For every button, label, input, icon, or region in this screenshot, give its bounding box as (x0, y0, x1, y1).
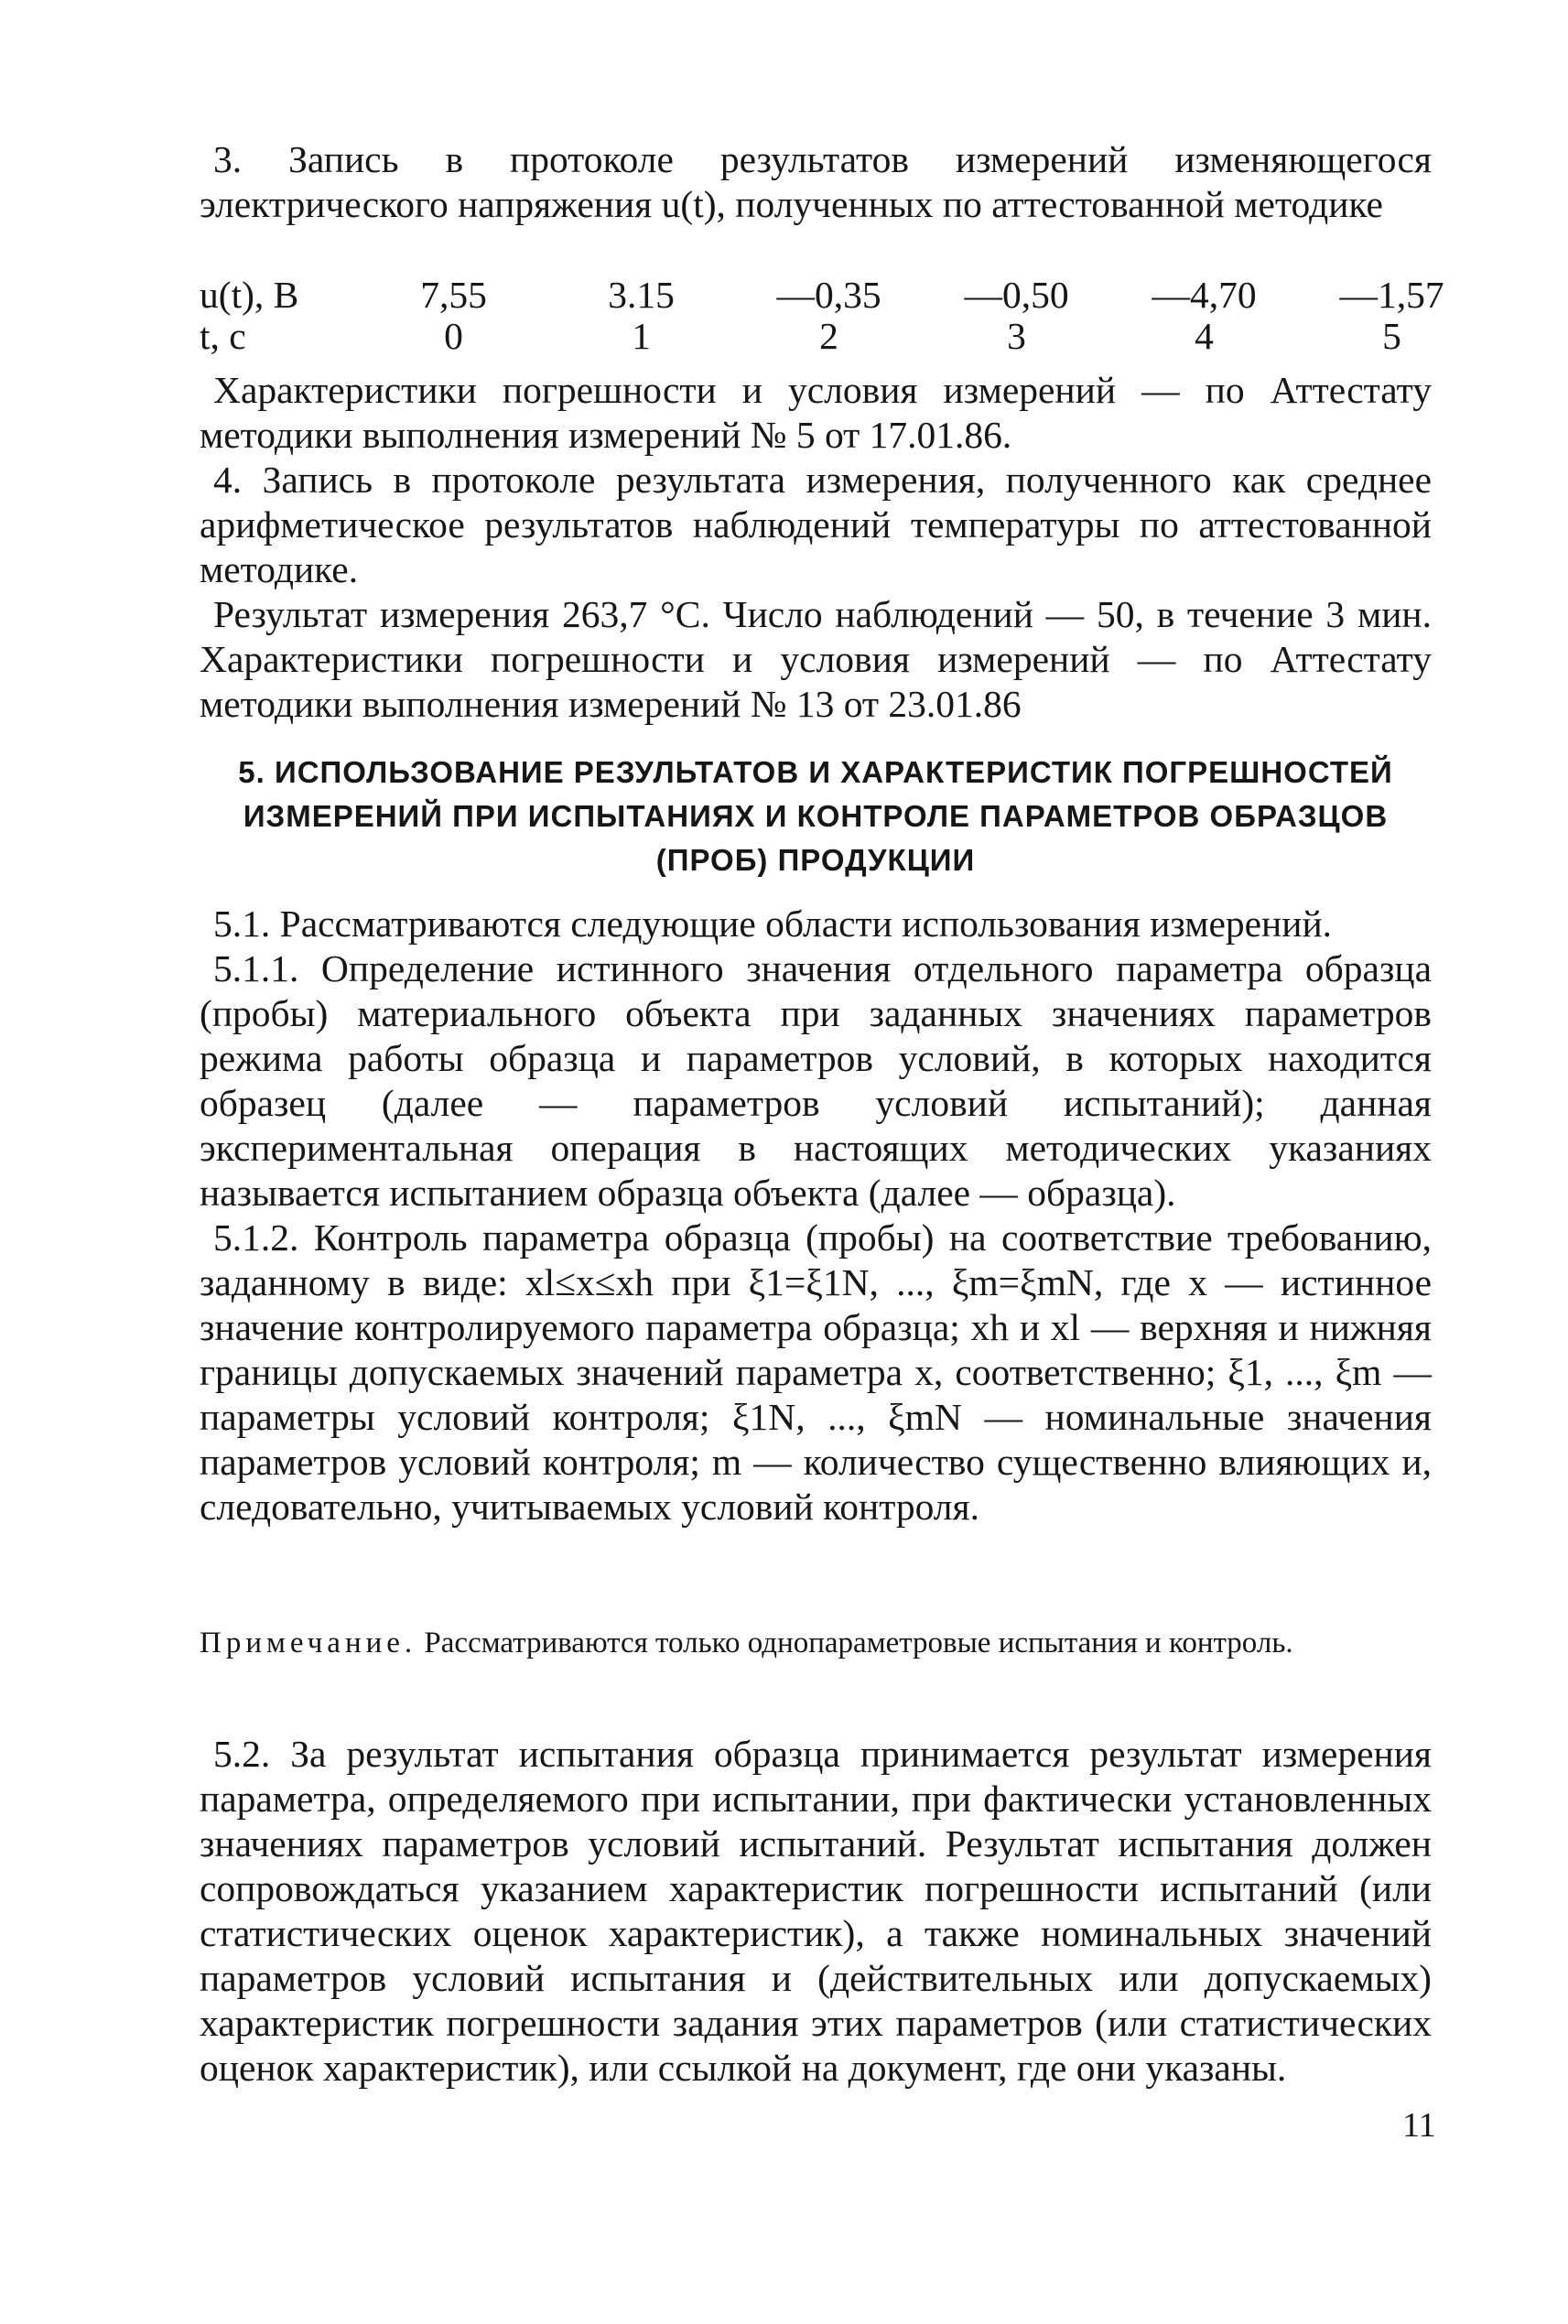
section-4-result: Результат измерения 263,7 °С. Число наблюдений — 50, в течение 3 мин. Характеристики погрешности и условия измерений — по Аттестату методики выполнения измерений № 13 от 23.01.86 (200, 593, 1432, 725)
table-cell: 3 (1007, 315, 1026, 357)
paragraph-5-1-1: 5.1.1. Определение истинного значения отдельного параметра образца (пробы) материального объекта при заданных значениях параметров режима работы образца и параметров условий, в которых находится образец (далее — параметров условий испытаний); данная экспериментальная операция в настоящих методических указаниях называется испытанием образца объекта (далее — образца). (200, 947, 1432, 1214)
paragraph-5-2: 5.2. За результат испытания образца принимается результат измерения параметра, определяемого при испытании, при фактически установленных значениях параметров условий испытаний. Результат испытания должен сопровождаться указанием характеристик погрешности испытаний (или статистических оценок характеристик), а также номинальных значений параметров условий испытания и (действительных или допускаемых) характеристик погрешности задания этих параметров (или статистических оценок характеристик), или ссылкой на документ, где они указаны. (200, 1733, 1432, 2089)
table-cell: 5 (1382, 315, 1401, 357)
table-cell: 3.15 (608, 274, 675, 316)
heading-line: 5. ИСПОЛЬЗОВАНИЕ РЕЗУЛЬТАТОВ И ХАРАКТЕРИСТИК ПОГРЕШНОСТЕЙ (238, 755, 1393, 789)
paragraph-5-2-block (200, 1732, 1432, 2091)
section-3-characteristics: Характеристики погрешности и условия измерений — по Аттестату методики выполнения измерений № 5 от 17.01.86. (200, 369, 1432, 456)
section-3-intro: 3. Запись в протоколе результатов измерений изменяющегося электрического напряжения u(t), полученных по аттестованной методике (200, 138, 1432, 225)
table-row-voltage (200, 275, 1486, 316)
paragraph-5-1-2: 5.1.2. Контроль параметра образца (пробы) на соответствие требованию, заданному в виде: xl≤x≤xh при ξ1=ξ1N, ..., ξm=ξmN, где x — истинное значение контролируемого параметра образца; xh и xl — верхняя и нижняя границы допускаемых значений параметра x, соответственно; ξ1, ..., ξm — параметры условий контроля; ξ1N, ..., ξmN — номинальные значения параметров условий контроля; m — количество существенно влияющих и, следовательно, учитываемых условий контроля. (200, 1216, 1432, 1528)
table-cell: 0 (444, 315, 463, 357)
section-5-body (200, 902, 1432, 1530)
section-4-intro: 4. Запись в протоколе результата измерения, полученного как среднее арифметическое результатов наблюдений температуры по аттестованной методике. (200, 459, 1432, 590)
heading-line: ИЗМЕРЕНИЙ ПРИ ИСПЫТАНИЯХ И КОНТРОЛЕ ПАРАМЕТРОВ ОБРАЗЦОВ (243, 799, 1389, 833)
note-text: Рассматриваются только однопараметровые испытания и контроль. (424, 1627, 1293, 1659)
row-label-voltage: u(t), В (200, 274, 299, 316)
row-label-time: t, c (200, 315, 246, 357)
table-cell: —4,70 (1152, 274, 1257, 316)
section-3-intro-block (200, 137, 1432, 227)
section-3-4-block (200, 368, 1432, 727)
table-cell: 7,55 (420, 274, 487, 316)
voltage-time-table (200, 275, 1486, 357)
table-cell: 1 (632, 315, 651, 357)
section-5-heading (200, 751, 1432, 882)
table-row-time (200, 316, 1486, 357)
page-number: 11 (1402, 2106, 1436, 2145)
table-cell: —0,35 (776, 274, 881, 316)
note-block (200, 1625, 1432, 1661)
table-cell: 4 (1195, 315, 1214, 357)
paragraph-5-1: 5.1. Рассматриваются следующие области использования измерений. (213, 903, 1333, 945)
note-label: Примечание. (200, 1627, 417, 1659)
table-cell: 2 (819, 315, 838, 357)
table-cell: —1,57 (1339, 274, 1444, 316)
table-cell: —0,50 (964, 274, 1069, 316)
heading-line: (ПРОБ) ПРОДУКЦИИ (655, 843, 976, 877)
